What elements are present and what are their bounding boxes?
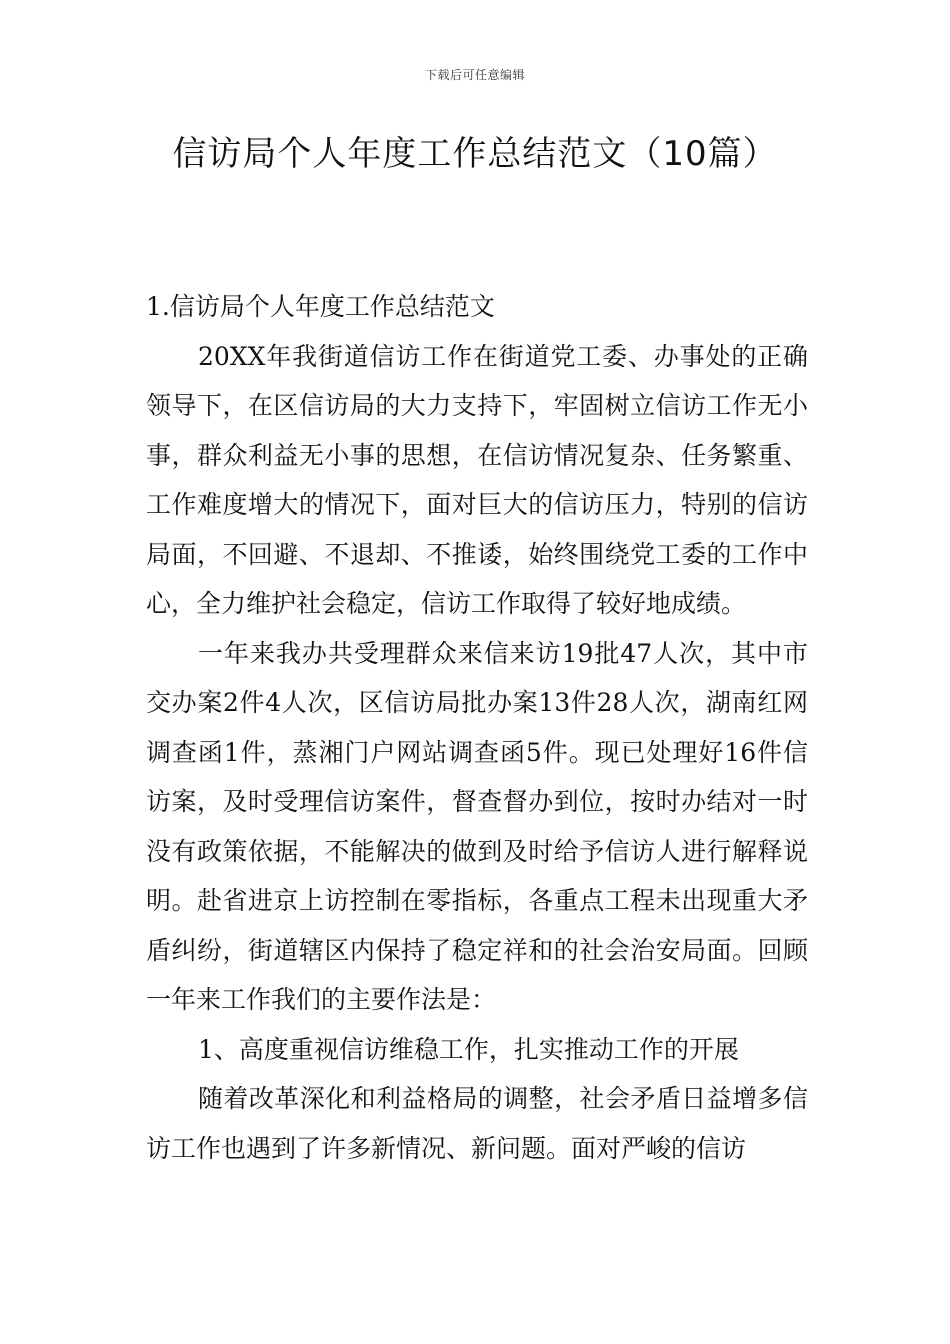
paragraph-statistics: 一年来我办共受理群众来信来访19批47人次，其中市交办案2件4人次，区信访局批办案13件28人次，湖南红网调查函1件，蒸湘门户网站调查函5件。现已处理好16件信访案，及时受理信访案件，督查督办到位，按时办结对一时没有政策依据，不能解决的做到及时给予信访人进行解释说明。赴省进京上访控制在零指标，各重点工程未出现重大矛盾纠纷，街道辖区内保持了稳定祥和的社会治安局面。回顾一年来工作我们的主要作法是： (146, 638, 808, 1014)
paragraph-reform: 随着改革深化和利益格局的调整，社会矛盾日益增多信访工作也遇到了许多新情况、新问题。面对严峻的信访 (146, 1084, 808, 1163)
document-title: 信访局个人年度工作总结范文（10篇） (172, 134, 778, 174)
paragraph-intro: 20XX年我街道信访工作在街道党工委、办事处的正确领导下，在区信访局的大力支持下，牢固树立信访工作无小事，群众利益无小事的思想，在信访情况复杂、任务繁重、工作难度增大的情况下，面对巨大的信访压力，特别的信访局面，不回避、不退却、不推诿，始终围绕党工委的工作中心，全力维护社会稳定，信访工作取得了较好地成绩。 (146, 341, 808, 618)
section-heading: 1.信访局个人年度工作总结范文 (146, 292, 495, 321)
header-note: 下载后可任意编辑 (424, 68, 525, 82)
subheading-item-1: 1、高度重视信访维稳工作，扎实推动工作的开展 (198, 1034, 739, 1064)
document-body (146, 282, 808, 1173)
